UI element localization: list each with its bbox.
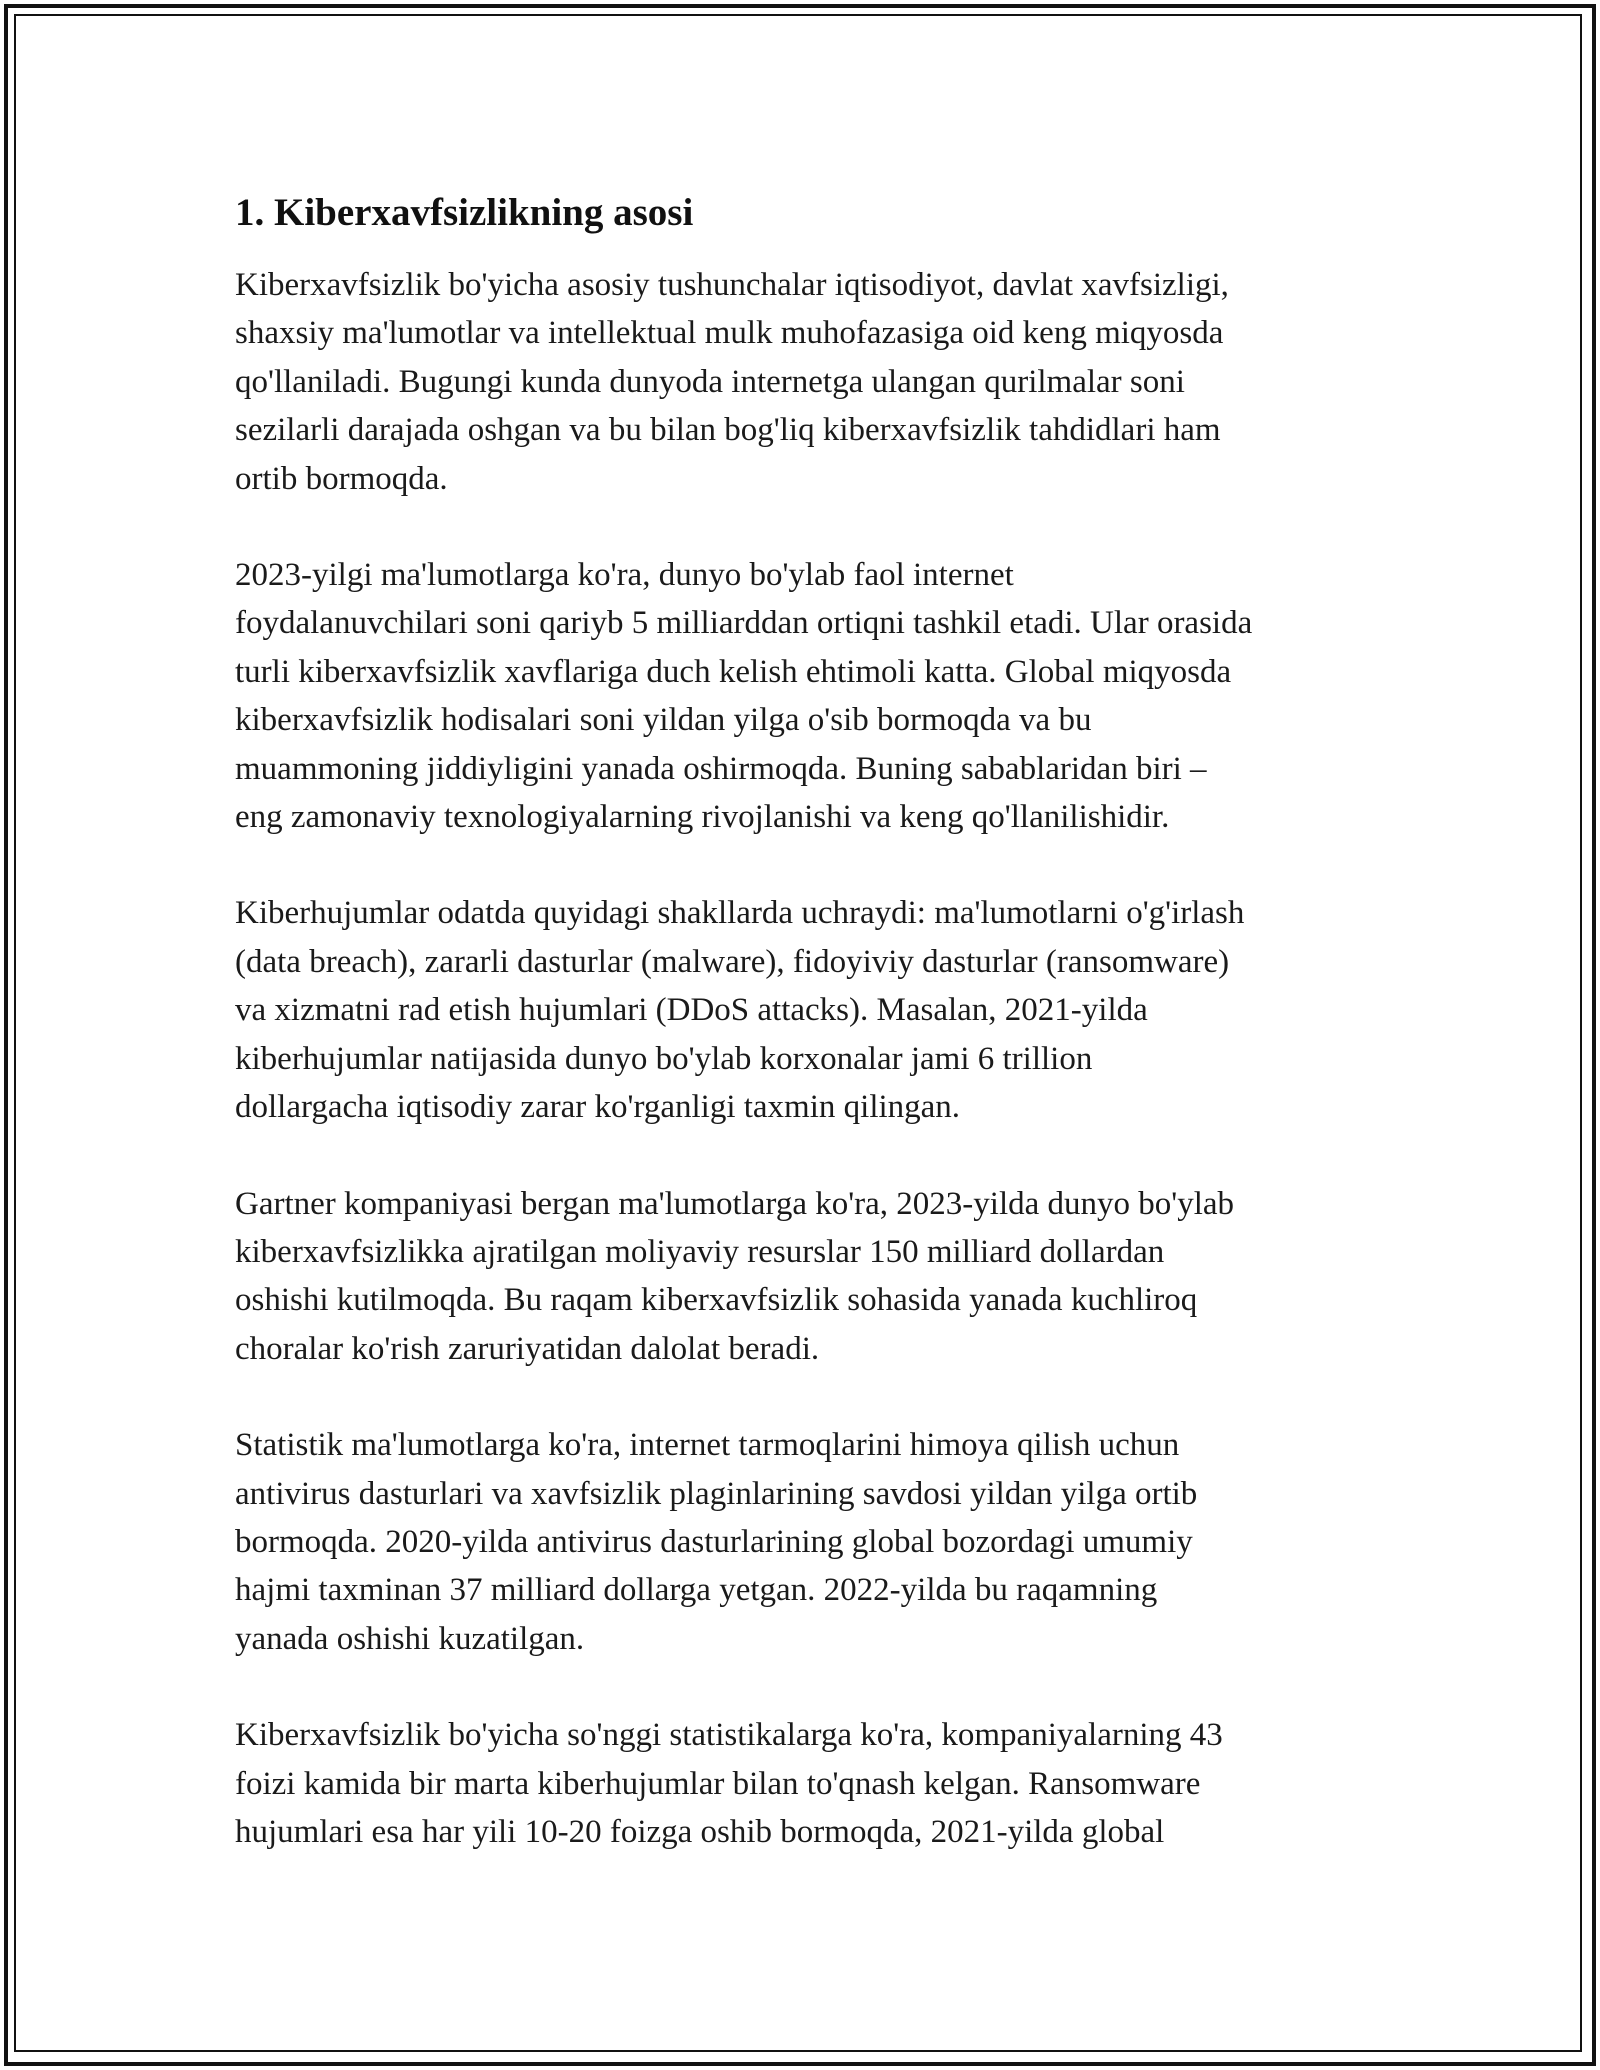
text-line: kiberhujumlar natijasida dunyo bo'ylab korxonalar jami 6 trillion <box>235 1040 1093 1077</box>
paragraph-list <box>235 261 1395 1856</box>
paragraph <box>235 1421 1395 1663</box>
text-line: antivirus dasturlari va xavfsizlik plaginlarining savdosi yildan yilga ortib <box>235 1475 1198 1512</box>
text-line: kiberxavfsizlikka ajratilgan moliyaviy resurslar 150 milliard dollardan <box>235 1233 1165 1270</box>
text-line: eng zamonaviy texnologiyalarning rivojlanishi va keng qo'llanilishidir. <box>235 799 1170 836</box>
text-line: hujumlari esa har yili 10-20 foizga oshib bormoqda, 2021-yilda global <box>235 1813 1165 1850</box>
text-line: va xizmatni rad etish hujumlari (DDoS attacks). Masalan, 2021-yilda <box>235 992 1148 1029</box>
text-line: foydalanuvchilari soni qariyb 5 milliarddan ortiqni tashkil etadi. Ular orasida <box>235 605 1253 642</box>
paragraph <box>235 261 1395 503</box>
text-line: hajmi taxminan 37 milliard dollarga yetgan. 2022-yilda bu raqamning <box>235 1572 1158 1609</box>
paragraph <box>235 551 1395 841</box>
text-line: bormoqda. 2020-yilda antivirus dasturlarining global bozordagi umumiy <box>235 1523 1193 1560</box>
text-line: qo'llaniladi. Bugungi kunda dunyoda internetga ulangan qurilmalar soni <box>235 363 1185 400</box>
section-title: 1. Kiberxavfsizlikning asosi <box>235 191 694 234</box>
text-line: foizi kamida bir marta kiberhujumlar bilan to'qnash kelgan. Ransomware <box>235 1765 1201 1802</box>
text-line: (data breach), zararli dasturlar (malware), fidoyiviy dasturlar (ransomware) <box>235 943 1230 980</box>
text-line: Gartner kompaniyasi bergan ma'lumotlarga ko'ra, 2023-yilda dunyo bo'ylab <box>235 1185 1235 1222</box>
text-line: muammoning jiddiyligini yanada oshirmoqda. Buning sabablaridan biri – <box>235 750 1207 787</box>
text-line: oshishi kutilmoqda. Bu raqam kiberxavfsizlik sohasida yanada kuchliroq <box>235 1282 1198 1319</box>
text-line: Kiberhujumlar odatda quyidagi shakllarda uchraydi: ma'lumotlarni o'g'irlash <box>235 895 1245 932</box>
text-line: shaxsiy ma'lumotlar va intellektual mulk muhofazasiga oid keng miqyosda <box>235 315 1224 352</box>
text-line: yanada oshishi kuzatilgan. <box>235 1620 585 1657</box>
text-line: Statistik ma'lumotlarga ko'ra, internet tarmoqlarini himoya qilish uchun <box>235 1427 1180 1464</box>
text-line: dollargacha iqtisodiy zarar ko'rganligi taxmin qilingan. <box>235 1089 961 1126</box>
text-line: Kiberxavfsizlik bo'yicha asosiy tushunchalar iqtisodiyot, davlat xavfsizligi, <box>235 267 1229 303</box>
text-line: kiberxavfsizlik hodisalari soni yildan yilga o'sib bormoqda va bu <box>235 702 1092 739</box>
paragraph <box>235 1711 1395 1856</box>
text-line: turli kiberxavfsizlik xavflariga duch kelish ehtimoli katta. Global miqyosda <box>235 653 1232 690</box>
text-line: ortib bormoqda. <box>235 460 448 497</box>
text-line: Kiberxavfsizlik bo'yicha so'nggi statistikalarga ko'ra, kompaniyalarning 43 <box>235 1717 1223 1754</box>
text-line: choralar ko'rish zaruriyatidan dalolat beradi. <box>235 1330 820 1367</box>
text-line: sezilarli darajada oshgan va bu bilan bog'liq kiberxavfsizlik tahdidlari ham <box>235 412 1221 449</box>
text-line: 2023-yilgi ma'lumotlarga ko'ra, dunyo bo'ylab faol internet <box>235 557 1014 594</box>
paragraph <box>235 889 1395 1131</box>
paragraph <box>235 1180 1395 1374</box>
document-body <box>235 188 1395 1904</box>
